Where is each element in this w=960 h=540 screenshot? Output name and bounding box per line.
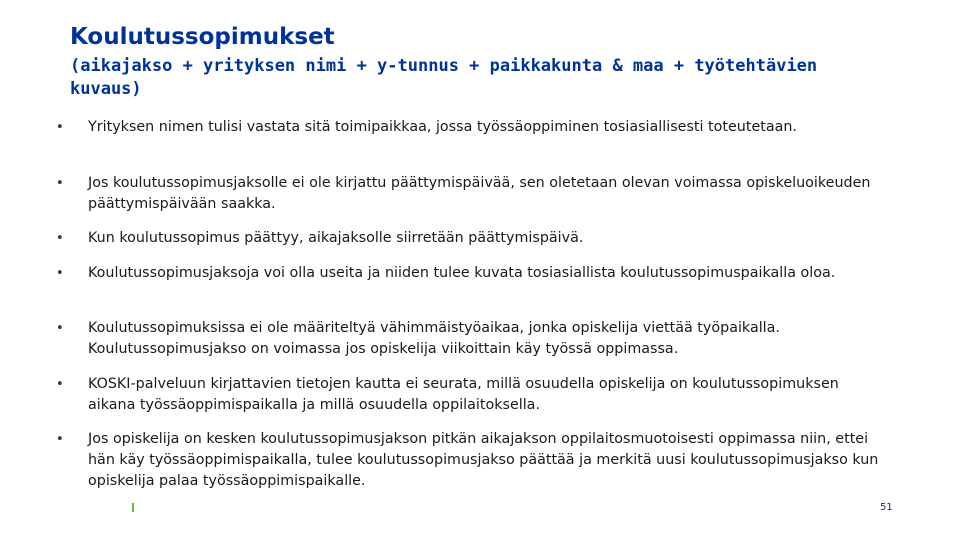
footer-accent-mark: [132, 503, 134, 512]
bullet-dot: •: [56, 321, 64, 336]
slide-title: Koulutussopimukset: [70, 24, 335, 50]
bullet-dot: •: [56, 231, 64, 246]
bullet-text: Koulutussopimusjaksoja voi olla useita ja niiden tulee kuvata tosiasiallista koulutussopimuspaikalla oloa.: [88, 265, 836, 281]
bullet-dot: •: [56, 377, 64, 392]
bullet-dot: •: [56, 266, 64, 281]
slide-subtitle: (aikajakso + yrityksen nimi + y-tunnus + paikkakunta & maa + työtehtävien kuvaus): [70, 56, 818, 99]
bullet-text: Koulutussopimuksissa ei ole määriteltyä vähimmäistyöaikaa, jonka opiskelija viettää työpaikalla. Koulutussopimusjakso on voimassa jos opiskelija viikoittain käy työssä oppimassa.: [88, 320, 780, 357]
bullet-text: KOSKI-palveluun kirjattavien tietojen kautta ei seurata, millä osuudella opiskelija on koulutussopimuksen aikana työssäoppimispaikalla ja millä osuudella oppilaitoksella.: [88, 376, 839, 413]
page-number: 51: [880, 502, 893, 513]
bullet-text: Jos opiskelija on kesken koulutussopimusjakson pitkän aikajakson oppilaitosmuotoisesti oppimassa niin, ettei hän käy työssäoppimispaikalla, tulee koulutussopimusjakso päättää ja merkitä uusi koulutussopimusjakso kun opiskelija palaa työssäoppimispaikalle.: [88, 431, 879, 489]
bullet-dot: •: [56, 120, 64, 135]
bullet-dot: •: [56, 176, 64, 191]
bullet-text: Yrityksen nimen tulisi vastata sitä toimipaikkaa, jossa työssäoppiminen tosiasiallisesti toteutetaan.: [88, 119, 797, 135]
bullet-dot: •: [56, 432, 64, 447]
bullet-text: Jos koulutussopimusjaksolle ei ole kirjattu päättymispäivää, sen oletetaan olevan voimassa opiskeluoikeuden päättymispäivään saakka.: [88, 175, 871, 212]
bullet-text: Kun koulutussopimus päättyy, aikajaksolle siirretään päättymispäivä.: [88, 230, 584, 246]
